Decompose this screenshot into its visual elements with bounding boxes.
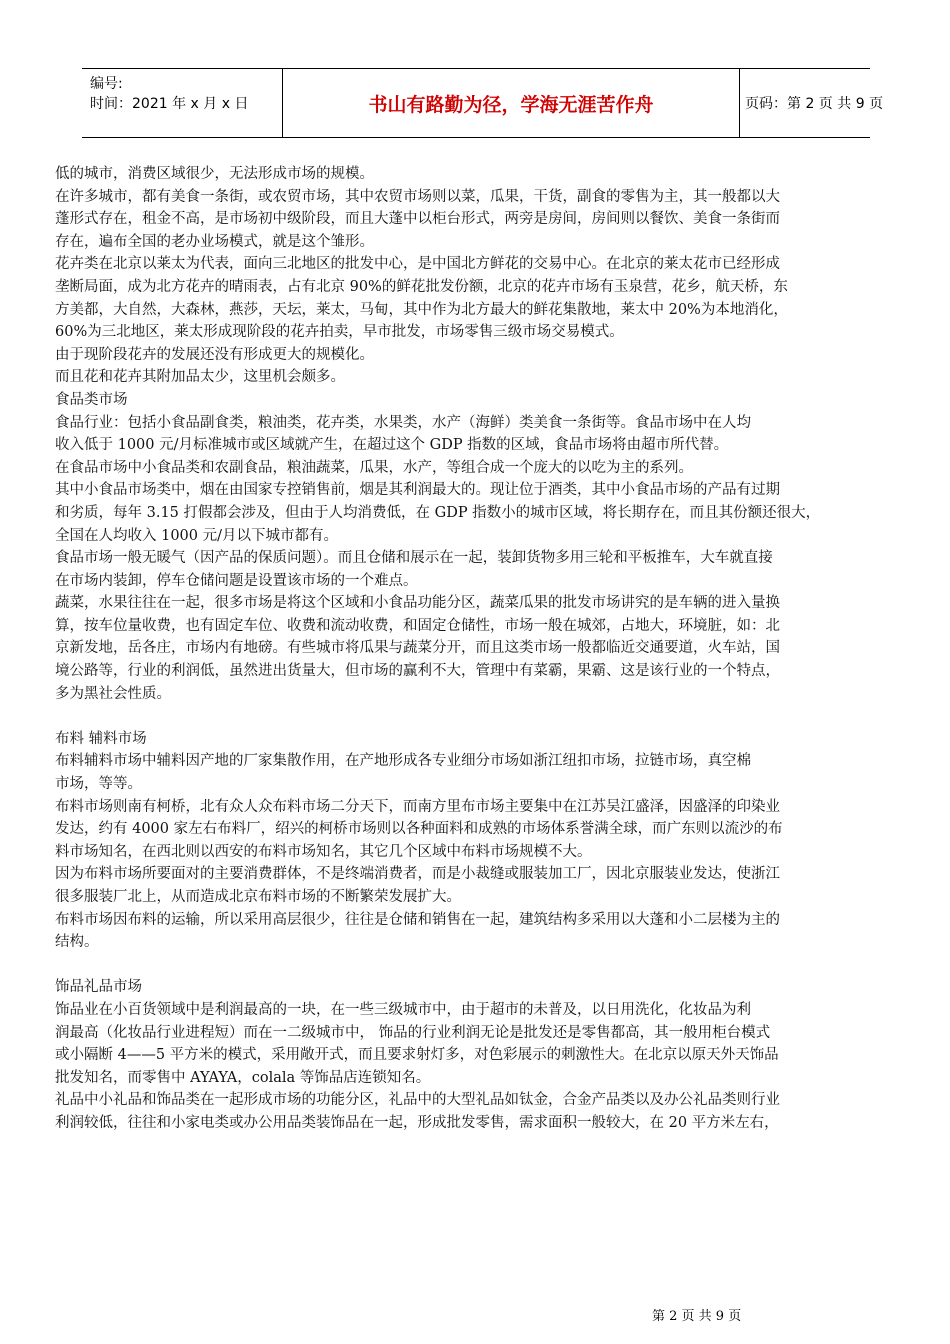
body-line: 蔬菜，水果往往在一起，很多市场是将这个区域和小食品功能分区，蔬菜瓜果的批发市场讲究的是车辆的进入量换 [55,595,780,612]
body-line: 或小隔断 4——5 平方米的模式，采用敞开式，而且要求射灯多，对色彩展示的刺激性大。在北京以原天外天饰品 [55,1047,779,1064]
header-motto-cell [282,69,740,137]
body-line: 京新发地，岳各庄，市场内有地磅。有些城市将瓜果与蔬菜分开，而且这类市场一般都临近交通要道，火车站，国 [55,640,780,657]
body-line: 布料辅料市场中辅料因产地的厂家集散作用，在产地形成各专业细分市场如浙江纽扣市场，拉链市场，真空棉 [55,753,751,770]
body-line: 在市场内装卸，停车仓储问题是设置该市场的一个难点。 [55,572,418,589]
body-line: 饰品业在小百货领域中是利润最高的一块，在一些三级城市中，由于超市的未普及，以日用洗化，化妆品为利 [55,1001,751,1018]
document-number-label: 编号: [90,76,123,92]
body-line: 多为黑社会性质。 [55,685,171,702]
body-line: 食品行业：包括小食品副食类，粮油类，花卉类，水果类，水产（海鲜）类美食一条街等。食品市场中在人均 [55,414,751,431]
section-title: 饰品礼品市场 [55,979,142,996]
document-date: 时间：2021 年 x 月 x 日 [90,96,249,112]
body-line: 存在，遍布全国的老办业场模式，就是这个雏形。 [55,233,374,250]
body-line: 布料市场因布料的运输，所以采用高层很少，往往是仓储和销售在一起，建筑结构多采用以大蓬和小二层楼为主的 [55,911,780,928]
document-body [55,163,895,1135]
header-page-number: 页码：第 2 页 共 9 页 [745,96,884,112]
body-line: 批发知名，而零售中 AYAYA，colala 等饰品店连锁知名。 [55,1069,431,1086]
body-line: 很多服装厂北上，从而造成北京布料市场的不断繁荣发展扩大。 [55,889,461,905]
body-line: 60%为三北地区，莱太形成现阶段的花卉拍卖，早市批发，市场零售三级市场交易模式。 [55,324,624,341]
blank-line [55,954,895,977]
body-line: 在食品市场中小食品类和农副食品，粮油蔬菜，瓜果，水产，等组合成一个庞大的以吃为主的系列。 [55,459,693,476]
body-line: 发达，约有 4000 家左右布料厂，绍兴的柯桥市场则以各种面料和成熟的市场体系誉满全球，而广东则以流沙的布 [55,821,783,838]
body-line: 布料市场则南有柯桥，北有众人众布料市场二分天下，而南方里布市场主要集中在江苏吴江盛泽，因盛泽的印染业 [55,798,780,815]
page-footer: 第 2 页 共 9 页 [652,1309,742,1324]
header-page-cell [739,69,884,137]
body-line: 其中小食品市场类中，烟在由国家专控销售前，烟是其利润最大的。现让位于酒类，其中小食品市场的产品有过期 [55,482,780,499]
page-header [82,68,884,138]
body-line: 和劣质，每年 3.15 打假都会涉及，但由于人均消费低，在 GDP 指数小的城市区域，将长期存在，而且其份额还很大， [55,504,821,521]
body-line: 由于现阶段花卉的发展还没有形成更大的规模化。 [55,346,374,363]
header-motto: 书山有路勤为径，学海无涯苦作舟 [368,93,654,116]
body-line: 在许多城市，都有美食一条街，或农贸市场，其中农贸市场则以菜，瓜果，干货，副食的零售为主，其一般都以大 [55,188,780,205]
body-line: 利润较低，往往和小家电类或办公用品类装饰品在一起，形成批发零售，需求面积一般较大，在 20 平方米左右， [55,1114,779,1131]
body-line: 润最高（化妆品行业进程短）而在一二级城市中， 饰品的行业利润无论是批发还是零售都高，其一般用柜台模式 [55,1024,771,1041]
body-line: 垄断局面，成为北方花卉的晴雨表，占有北京 90%的鲜花批发份额，北京的花卉市场有玉泉营，花乡，航天桥，东 [55,278,788,295]
body-line: 算，按车位量收费，也有固定车位、收费和流动收费，和固定仓储性，市场一般在城郊，占地大，环境脏，如：北 [55,617,780,634]
section-title: 食品类市场 [55,391,128,408]
blank-line [55,705,895,728]
body-line: 收入低于 1000 元/月标准城市或区域就产生，在超过这个 GDP 指数的区域，食品市场将由超市所代替。 [55,437,729,454]
body-line: 而且花和花卉其附加品太少，这里机会颇多。 [55,369,345,386]
body-line: 结构。 [55,934,99,951]
body-line: 全国在人均收入 1000 元/月以下城市都有。 [55,527,339,544]
body-line: 蓬形式存在，租金不高，是市场初中级阶段，而且大蓬中以柜台形式，两旁是房间，房间则以餐饮、美食一条街而 [55,211,780,228]
body-line: 方美都，大自然，大森林，燕莎，天坛，莱太，马甸，其中作为北方最大的鲜花集散地，莱太中 20%为本地消化， [55,301,788,318]
body-line: 因为布料市场所要面对的主要消费群体，不是终端消费者，而是小裁缝或服装加工厂，因北京服装业发达，使浙江 [55,866,780,883]
body-line: 市场，等等。 [55,776,142,793]
body-line: 食品市场一般无暖气（因产品的保质问题）。而且仓储和展示在一起，装卸货物多用三轮和平板推车，大车就直接 [55,550,773,567]
body-line: 花卉类在北京以莱太为代表，面向三北地区的批发中心，是中国北方鲜花的交易中心。在北京的莱太花市已经形成 [55,256,780,273]
section-title: 布料 辅料市场 [55,730,147,747]
header-info-cell [82,69,282,137]
body-line: 低的城市，消费区域很少，无法形成市场的规模。 [55,166,374,182]
body-line: 料市场知名，在西北则以西安的布料市场知名，其它几个区域中布料市场规模不大。 [55,843,592,860]
body-line: 境公路等，行业的利润低，虽然进出货量大，但市场的赢利不大，管理中有菜霸，果霸、这是该行业的一个特点， [55,663,780,680]
body-line: 礼品中小礼品和饰品类在一起形成市场的功能分区，礼品中的大型礼品如钛金，合金产品类以及办公礼品类则行业 [55,1092,780,1109]
